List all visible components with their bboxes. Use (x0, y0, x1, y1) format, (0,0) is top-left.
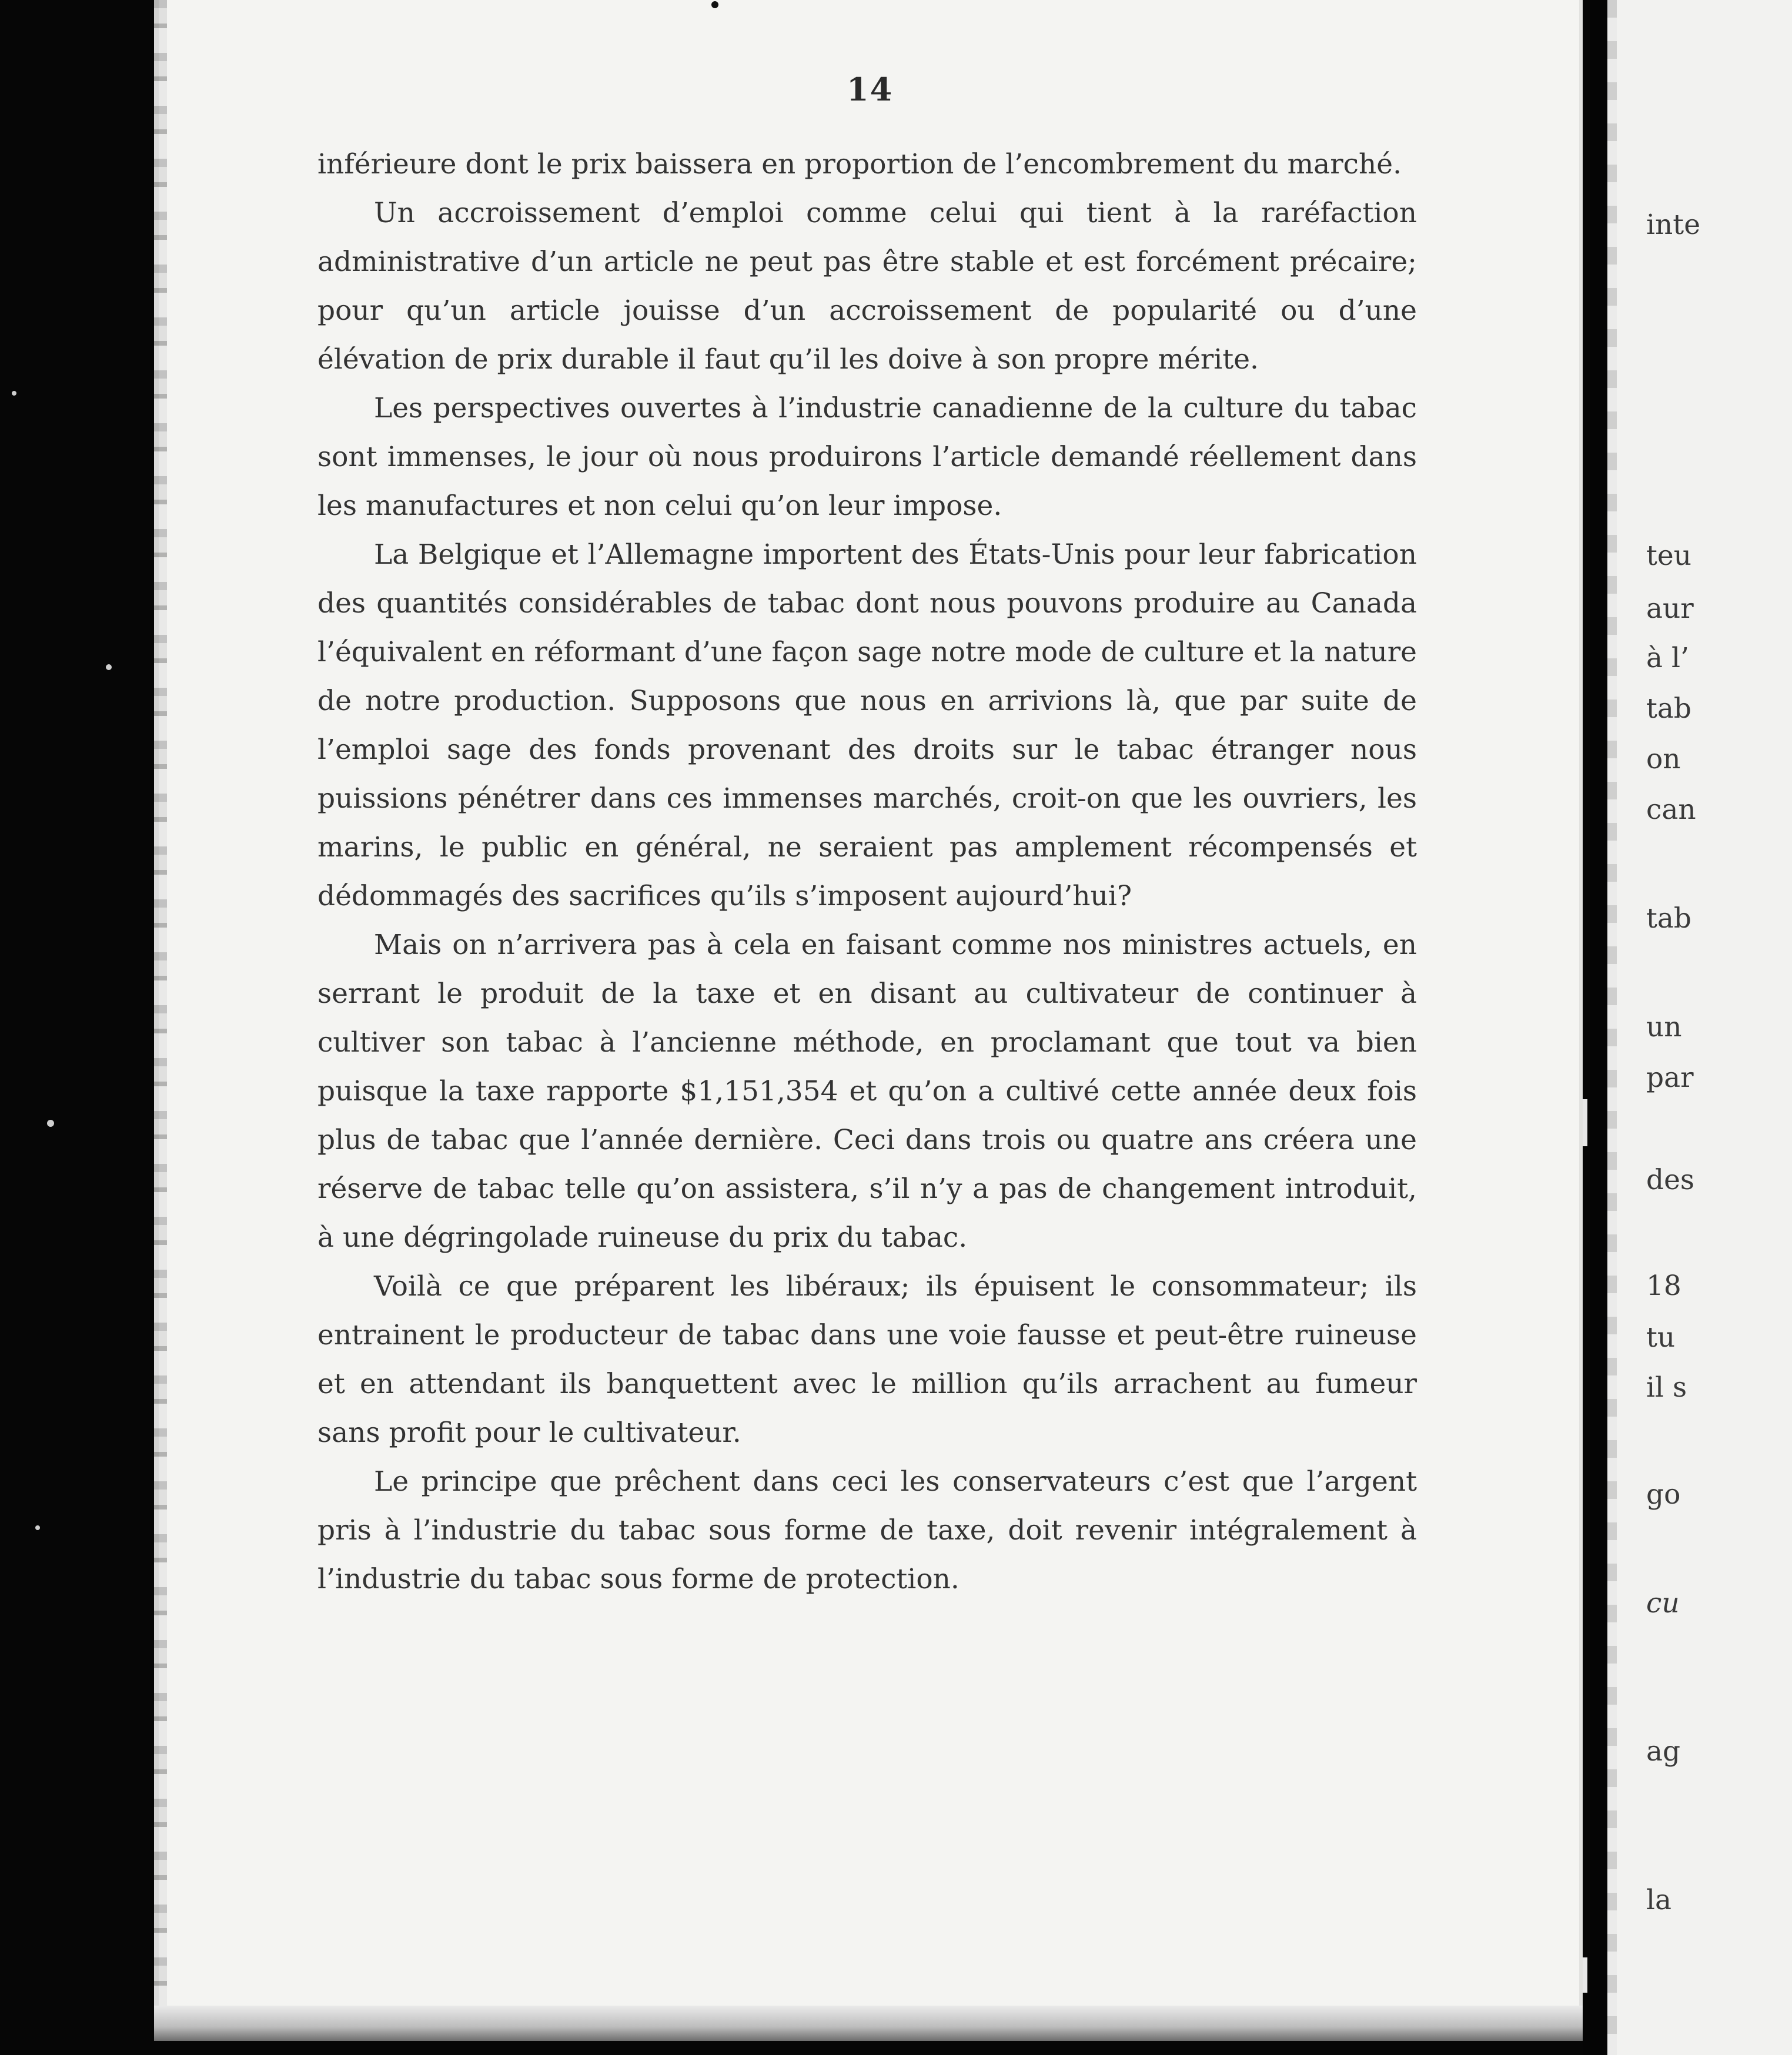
scan-speck (47, 1120, 54, 1127)
paragraph: inférieure dont le prix baissera en proportion de l’encombrement du marché. (317, 148, 1402, 180)
facing-page-text-fragments (1646, 0, 1792, 2055)
facing-fragment: il s (1646, 1371, 1687, 1404)
facing-fragment: inte (1646, 209, 1701, 241)
facing-fragment: aur (1646, 593, 1694, 625)
facing-fragment: des (1646, 1164, 1695, 1196)
gutter-scan-mark (1583, 1957, 1587, 1993)
facing-fragment: la (1646, 1884, 1672, 1916)
facing-fragment: tab (1646, 902, 1691, 935)
page-number: 14 (847, 71, 894, 108)
gutter-scan-mark (1583, 1099, 1587, 1146)
facing-page-edge (1607, 0, 1617, 2055)
facing-fragment: par (1646, 1062, 1694, 1094)
facing-fragment: 18 (1646, 1270, 1681, 1302)
facing-fragment: ag (1646, 1735, 1681, 1768)
page-body (317, 140, 1417, 1604)
scan-speck (711, 1, 718, 8)
paragraph: Le principe que prêchent dans ceci les conservateurs c’est que l’argent pris à l’industrie du tabac sous forme de taxe, doit revenir intégralement à l’industrie du tabac sous forme de protection. (317, 1465, 1417, 1595)
facing-fragment: tu (1646, 1321, 1676, 1354)
facing-fragment: un (1646, 1011, 1682, 1043)
scan-speck (106, 664, 112, 670)
facing-fragment: teu (1646, 540, 1691, 572)
facing-fragment: tab (1646, 692, 1691, 725)
paragraph: Voilà ce que préparent les libéraux; ils épuisent le consommateur; ils entrainent le producteur de tabac dans une voie fausse et peut-être ruineuse et en attendant ils banquettent avec le million qu’ils arrachent au fumeur sans profit pour le cultivateur. (317, 1270, 1417, 1449)
left-page-bottom-edge (154, 2006, 1583, 2041)
facing-fragment: cu (1646, 1587, 1680, 1619)
facing-fragment: go (1646, 1478, 1681, 1511)
paragraph: Mais on n’arrivera pas à cela en faisant comme nos ministres actuels, en serrant le produit de la taxe et en disant au cultivateur de continuer à cultiver son tabac à l’ancienne méthode, en proclamant que tout va bien puisque la taxe rapporte $1,151,354 et qu’on a cultivé cette année deux fois plus de tabac que l’année dernière. Ceci dans trois ou quatre ans créera une réserve de tabac telle qu’on assistera, s’il n’y a pas de changement introduit, à une dégringolade ruineuse du prix du tabac. (317, 929, 1417, 1254)
left-page-binding-edge (154, 0, 167, 2028)
scan-speck (12, 391, 16, 396)
page-gutter (1583, 0, 1607, 2055)
facing-fragment: can (1646, 794, 1696, 826)
paragraph: Un accroissement d’emploi comme celui qui tient à la raréfaction administrative d’un article ne peut pas être stable et est forcément précaire; pour qu’un article jouisse d’un accroissement de popularité ou d’une élévation de prix durable il faut qu’il les doive à son propre mérite. (317, 197, 1417, 376)
paragraph: Les perspectives ouvertes à l’industrie canadienne de la culture du tabac sont immenses, le jour où nous produirons l’article demandé réellement dans les manufactures et non celui qu’on leur impose. (317, 392, 1417, 522)
scan-speck (35, 1525, 40, 1530)
facing-fragment: à l’ (1646, 642, 1689, 674)
facing-fragment: on (1646, 743, 1681, 775)
paragraph: La Belgique et l’Allemagne importent des États-Unis pour leur fabrication des quantités considérables de tabac dont nous pouvons produire au Canada l’équivalent en réformant d’une façon sage notre mode de culture et la nature de notre production. Supposons que nous en arrivions là, que par suite de l’emploi sage des fonds provenant des droits sur le tabac étranger nous puissions pénétrer dans ces immenses marchés, croit-on que les ouvriers, les marins, le public en général, ne seraient pas amplement récompensés et dédommagés des sacrifices qu’ils s’imposent aujourd’hui? (317, 538, 1417, 912)
